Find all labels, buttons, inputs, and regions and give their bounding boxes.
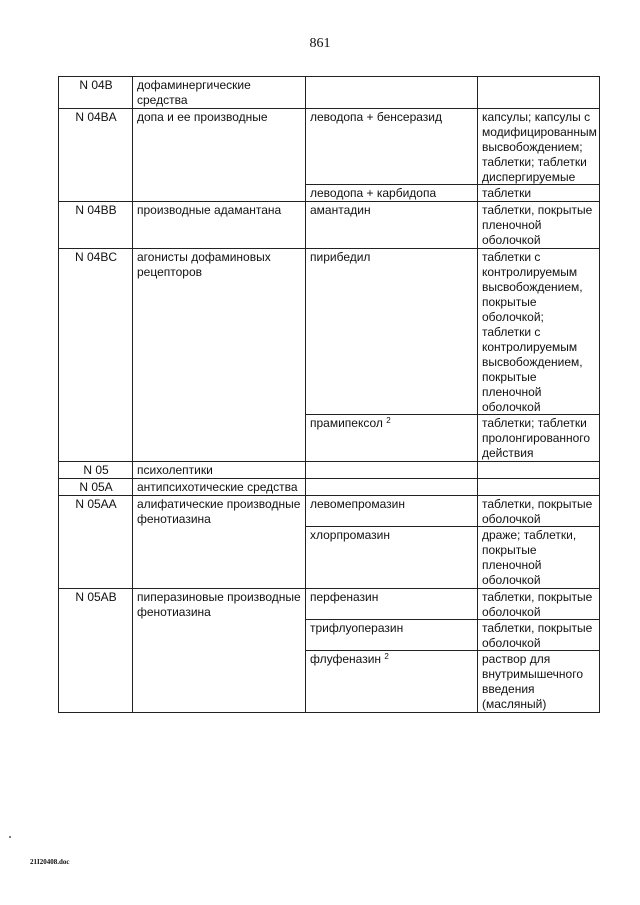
drug-name: перфеназин (310, 590, 379, 604)
drug-name-cell (306, 202, 478, 249)
drug-name-cell (306, 479, 478, 496)
dosage-form-entry: таблетки с контролируемым высвобождением, покрытые оболочкой; таблетки с контролируемым высвобождением, покрытые пленочной оболочкой (482, 250, 583, 414)
drug-name-entry (310, 203, 474, 218)
drug-name: прамипексол (310, 416, 383, 430)
group-name-cell: дофаминергические средства (133, 77, 306, 109)
dosage-form-cell (478, 496, 600, 589)
drug-name-cell (306, 109, 478, 202)
atc-code-cell: N 05A (59, 479, 133, 496)
drug-name: леводопа + карбидопа (310, 186, 437, 200)
atc-code-cell: N 05AB (59, 589, 133, 713)
margin-mark (9, 836, 11, 838)
drug-name-entry (306, 526, 477, 543)
group-name-cell: пиперазиновые производные фенотиазина (133, 589, 306, 713)
group-name-cell: алифатические производные фенотиазина (133, 496, 306, 589)
table-row (59, 249, 600, 462)
dosage-form-cell (478, 589, 600, 713)
atc-code-cell: N 05 (59, 462, 133, 479)
page-number: 861 (309, 36, 331, 51)
drug-name-cell (306, 77, 478, 109)
atc-code-cell: N 04BA (59, 109, 133, 202)
dosage-form-entry: таблетки; таблетки пролонгированного действия (478, 414, 599, 461)
drug-name: амантадин (310, 203, 371, 217)
dosage-form-entry: таблетки, покрытые оболочкой (478, 619, 599, 650)
group-name-cell: допа и ее производные (133, 109, 306, 202)
drug-table (58, 76, 600, 713)
drug-name: леводопа + бенсеразид (310, 110, 442, 124)
dosage-form-entry: таблетки, покрытые оболочкой (482, 590, 593, 619)
dosage-form-cell (478, 109, 600, 202)
drug-name-entry (306, 650, 477, 667)
group-name-cell: психолептики (133, 462, 306, 479)
drug-name-entry (306, 414, 477, 431)
atc-code-cell: N 05AA (59, 496, 133, 589)
drug-name: пирибедил (310, 250, 371, 264)
dosage-form-entry: раствор для внутримышечного введения (масляный) (478, 650, 599, 712)
atc-code-cell: N 04BC (59, 249, 133, 462)
atc-code-cell: N 04B (59, 77, 133, 109)
dosage-form-entry: таблетки, покрытые пленочной оболочкой (482, 203, 593, 247)
drug-name-cell (306, 589, 478, 713)
dosage-form-cell (478, 462, 600, 479)
drug-name: хлорпромазин (310, 528, 390, 542)
drug-name-entry (306, 184, 477, 201)
dosage-form-cell (478, 249, 600, 462)
drug-name-entry (310, 590, 474, 619)
drug-name: левомепромазин (310, 497, 405, 511)
table-row (59, 109, 600, 202)
drug-name-entry (306, 619, 477, 650)
dosage-form-cell (478, 202, 600, 249)
table-row (59, 479, 600, 496)
drug-name-entry (310, 110, 474, 184)
drug-name-cell (306, 462, 478, 479)
table-row (59, 77, 600, 109)
table-row (59, 202, 600, 249)
dosage-form-entry: драже; таблетки, покрытые пленочной оболочкой (478, 526, 599, 588)
atc-code-cell: N 04BB (59, 202, 133, 249)
footnote-marker: 2 (386, 416, 391, 425)
group-name-cell: агонисты дофаминовых рецепторов (133, 249, 306, 462)
drug-name-entry (310, 250, 474, 414)
table-body (59, 77, 600, 713)
group-name-cell: производные адамантана (133, 202, 306, 249)
table-row (59, 589, 600, 713)
dosage-form-entry: таблетки (478, 184, 599, 201)
group-name-cell: антипсихотические средства (133, 479, 306, 496)
dosage-form-entry: таблетки, покрытые оболочкой (482, 497, 593, 526)
table-row (59, 496, 600, 589)
drug-name-cell (306, 249, 478, 462)
dosage-form-cell (478, 77, 600, 109)
drug-name: флуфеназин (310, 652, 382, 666)
dosage-form-entry: капсулы; капсулы с модифицированным высвобождением; таблетки; таблетки диспергируемые (482, 110, 597, 184)
drug-name-entry (310, 497, 474, 526)
drug-name: трифлуоперазин (310, 621, 404, 635)
footer-filename: 21I20408.doc (30, 858, 70, 866)
table-row (59, 462, 600, 479)
footnote-marker: 2 (384, 652, 389, 661)
dosage-form-cell (478, 479, 600, 496)
drug-name-cell (306, 496, 478, 589)
